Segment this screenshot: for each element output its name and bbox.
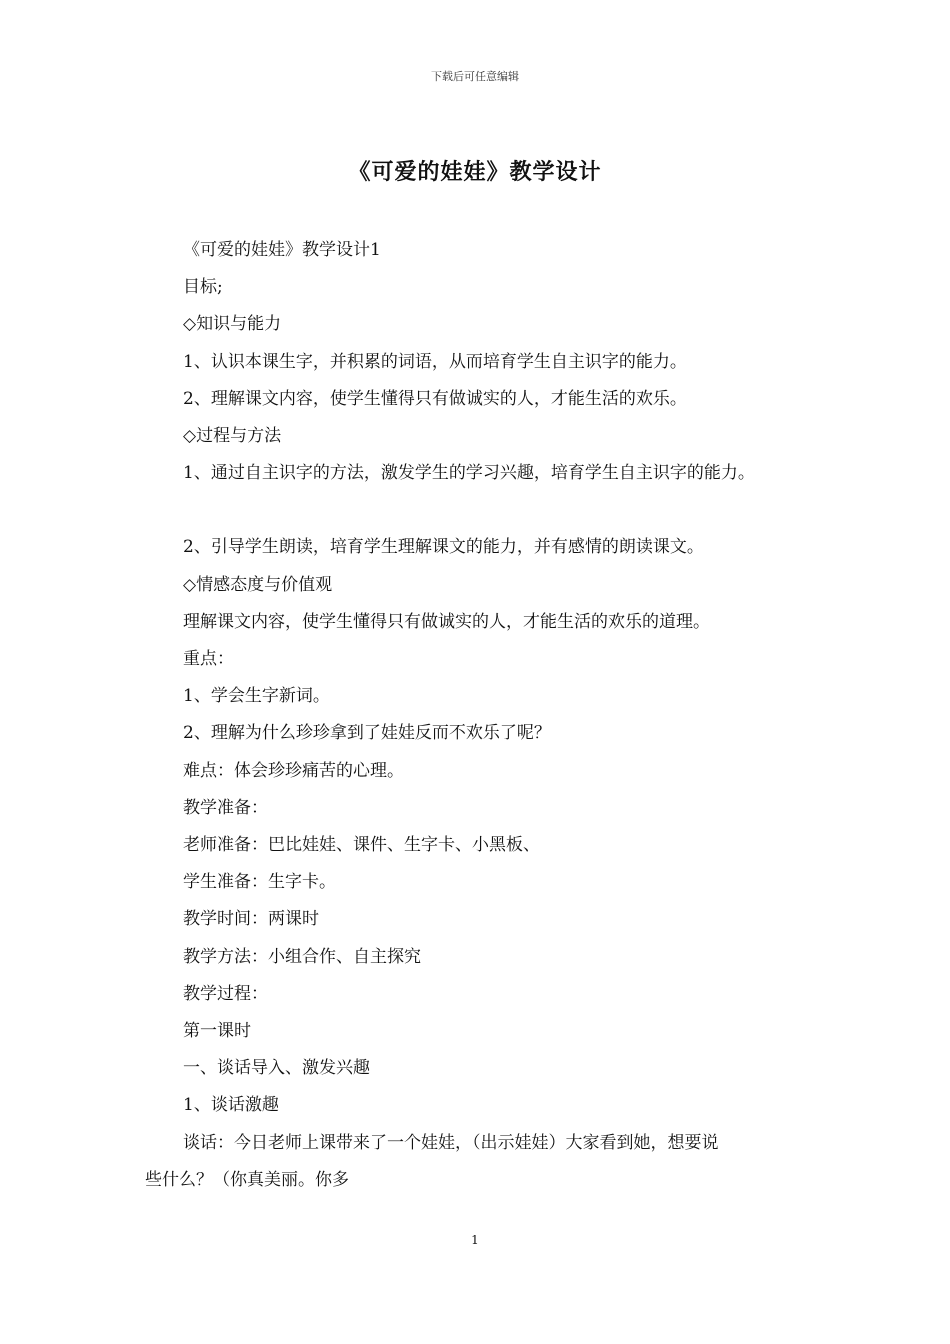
page-number: 1	[471, 1233, 479, 1247]
document-title: 《可爱的娃娃》教学设计	[348, 159, 602, 185]
paragraph: 2、理解为什么珍珍拿到了娃娃反而不欢乐了呢？	[183, 723, 551, 744]
paragraph: 目标;	[183, 277, 223, 298]
paragraph: 谈话：今日老师上课带来了一个娃娃，（出示娃娃）大家看到她，想要说	[183, 1132, 719, 1153]
paragraph: 学生准备：生字卡。	[183, 872, 336, 893]
paragraph: 些什么？（你真美丽。你多	[145, 1169, 349, 1190]
paragraph: 一、谈话导入、激发兴趣	[183, 1058, 370, 1079]
section-heading: ◇过程与方法	[183, 426, 282, 447]
document-body	[145, 232, 825, 1199]
paragraph: 2、理解课文内容，使学生懂得只有做诚实的人，才能生活的欢乐。	[183, 388, 687, 409]
paragraph: 教学时间：两课时	[183, 909, 319, 930]
paragraph: 1、学会生字新词。	[183, 686, 330, 707]
blank-line	[145, 492, 825, 529]
paragraph: 理解课文内容，使学生懂得只有做诚实的人，才能生活的欢乐的道理。	[183, 611, 710, 632]
paragraph: 难点：体会珍珍痛苦的心理。	[183, 760, 404, 781]
paragraph: 重点：	[183, 649, 234, 670]
paragraph: 1、认识本课生字，并积累的词语，从而培育学生自主识字的能力。	[183, 351, 687, 372]
paragraph: 教学方法：小组合作、自主探究	[183, 946, 421, 967]
paragraph: 第一课时	[183, 1021, 251, 1042]
paragraph: 《可爱的娃娃》教学设计1	[183, 240, 381, 260]
paragraph: 老师准备：巴比娃娃、课件、生字卡、小黑板、	[183, 835, 540, 856]
paragraph: 1、谈话激趣	[183, 1095, 279, 1116]
paragraph: 教学过程：	[183, 983, 268, 1004]
section-heading: ◇知识与能力	[183, 314, 282, 335]
paragraph: 教学准备：	[183, 797, 268, 818]
page-header: 下载后可任意编辑	[431, 70, 519, 83]
section-heading: ◇情感态度与价值观	[183, 574, 333, 595]
paragraph: 1、通过自主识字的方法，激发学生的学习兴趣，培育学生自主识字的能力。	[183, 463, 755, 484]
paragraph: 2、引导学生朗读，培育学生理解课文的能力，并有感情的朗读课文。	[183, 537, 704, 558]
